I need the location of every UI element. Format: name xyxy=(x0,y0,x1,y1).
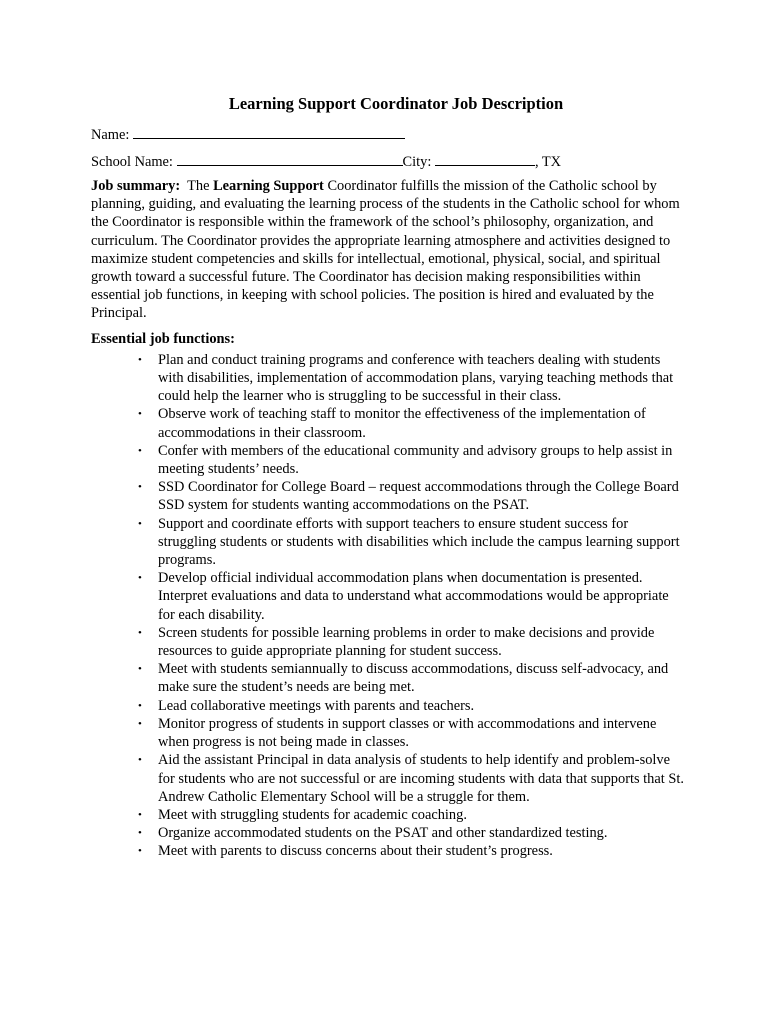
job-summary-bold-phrase: Learning Support xyxy=(213,178,324,194)
list-item xyxy=(138,351,684,406)
school-name-label: School Name: xyxy=(91,154,173,170)
list-item xyxy=(138,624,684,660)
city-label: City: xyxy=(402,154,432,170)
list-item-text: Support and coordinate efforts with support teachers to ensure student success for struggling students or students with disabilities which include the campus learning support programs. xyxy=(158,515,680,569)
job-summary-pre: The xyxy=(187,178,210,194)
bullet-icon: • xyxy=(138,827,142,840)
list-item xyxy=(138,842,684,860)
list-item-text: Meet with students semiannually to discuss accommodations, discuss self-advocacy, and make sure the student’s needs are being met. xyxy=(158,661,669,696)
list-item xyxy=(138,405,684,441)
bullet-icon: • xyxy=(138,408,142,421)
bullet-icon: • xyxy=(138,717,142,730)
bullet-icon: • xyxy=(138,699,142,712)
list-item-text: Aid the assistant Principal in data analysis of students to help identify and problem-solve for students who are not successful or are incoming students with data that supports that St. Andrew Catholic Elementary School will be a struggle for them. xyxy=(158,752,684,805)
bullet-icon: • xyxy=(138,517,142,530)
list-item xyxy=(138,442,684,478)
state-suffix: , TX xyxy=(534,154,562,170)
school-name-blank-line xyxy=(177,151,403,166)
bullet-icon: • xyxy=(138,808,142,821)
list-item-text: Confer with members of the educational community and advisory groups to help assist in meeting students’ needs. xyxy=(158,442,673,478)
bullet-icon: • xyxy=(138,444,142,457)
list-item-text: Screen students for possible learning problems in order to make decisions and provide resources to guide appropriate planning for student success. xyxy=(158,624,655,660)
document-title: Learning Support Coordinator Job Description xyxy=(228,94,564,113)
list-item xyxy=(138,660,684,696)
job-summary-label: Job summary: xyxy=(91,178,181,194)
name-blank-line xyxy=(133,124,405,139)
list-item xyxy=(138,715,684,751)
list-item-text: SSD Coordinator for College Board – request accommodations through the College Board SSD system for students wanting accommodations on the PSAT. xyxy=(158,479,679,514)
list-item-text: Meet with parents to discuss concerns about their student’s progress. xyxy=(158,843,553,860)
name-field-row xyxy=(91,122,691,149)
list-item-text: Develop official individual accommodation plans when documentation is presented. Interpret evaluations and data to understand what accommodations would be appropriate for each disability. xyxy=(158,570,669,623)
list-item-text: Plan and conduct training programs and conference with teachers dealing with students with disabilities, implementation of accommodation plans, varying teaching methods that could help the learner who is struggling to be successful in their class. xyxy=(158,351,674,405)
functions-heading: Essential job functions: xyxy=(91,330,235,347)
list-item xyxy=(138,806,684,824)
bullet-icon: • xyxy=(138,663,142,676)
city-blank-line xyxy=(435,151,535,166)
bullet-icon: • xyxy=(138,754,142,767)
list-item xyxy=(138,824,684,842)
bullet-icon: • xyxy=(138,845,142,858)
name-label: Name: xyxy=(91,127,130,143)
functions-list xyxy=(91,351,684,861)
school-city-row xyxy=(91,149,691,176)
job-summary-text: Coordinator fulfills the mission of the Catholic school by planning, guiding, and evaluating the learning process of the students in the Catholic school for whom the Coordinator is responsible within the framework of the school’s philosophy, organization, and curriculum. The Coordinator provides the appropriate learning atmosphere and activities designed to maximize student competencies and skills for intellectual, emotional, physical, social, and spiritual growth toward a successful future. The Coordinator has decision making responsibilities within essential job functions, in keeping with school policies. The position is hired and evaluated by the Principal. xyxy=(91,178,680,322)
list-item xyxy=(138,515,684,570)
list-item xyxy=(138,569,684,624)
list-item-text: Meet with struggling students for academic coaching. xyxy=(158,806,467,823)
list-item-text: Lead collaborative meetings with parents and teachers. xyxy=(158,697,475,714)
list-item xyxy=(138,751,684,806)
list-item xyxy=(138,478,684,514)
job-summary xyxy=(91,177,681,323)
bullet-icon: • xyxy=(138,353,142,366)
bullet-icon: • xyxy=(138,572,142,585)
list-item-text: Organize accommodated students on the PSAT and other standardized testing. xyxy=(158,825,608,842)
bullet-icon: • xyxy=(138,626,142,639)
list-item-text: Observe work of teaching staff to monitor the effectiveness of the implementation of accommodations in their classroom. xyxy=(158,406,646,441)
list-item xyxy=(138,697,684,715)
bullet-icon: • xyxy=(138,481,142,494)
document-page xyxy=(91,93,691,861)
list-item-text: Monitor progress of students in support classes or with accommodations and intervene when progress is not being made in classes. xyxy=(158,715,657,751)
